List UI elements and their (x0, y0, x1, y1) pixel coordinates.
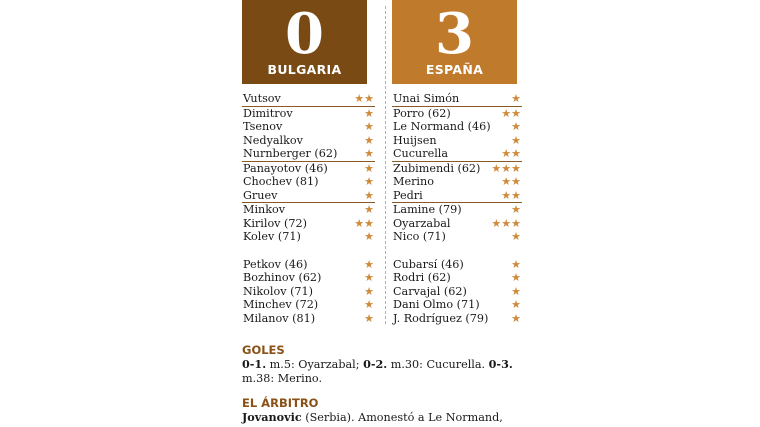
player-name: Chochev (81) (243, 175, 319, 188)
rating-stars-icon: ★★ (354, 216, 374, 230)
player-name: Lamine (79) (393, 203, 462, 216)
player-name: Kolev (71) (243, 230, 301, 243)
home-lineup (242, 92, 375, 325)
rating-stars-icon: ★ (511, 257, 521, 271)
sub-row (392, 258, 522, 272)
player-name: Zubimendi (62) (393, 161, 481, 175)
rating-stars-icon: ★ (364, 257, 374, 271)
goal-detail: m.5: Oyarzabal; (266, 358, 364, 371)
player-name: Porro (62) (393, 106, 451, 120)
rating-stars-icon: ★ (511, 92, 521, 105)
sub-name: J. Rodríguez (79) (393, 311, 489, 325)
rating-stars-icon: ★ (364, 188, 374, 202)
player-row (242, 230, 375, 244)
match-card (242, 0, 522, 427)
rating-stars-icon: ★ (364, 133, 374, 147)
goals-text (242, 357, 522, 386)
rating-stars-icon: ★ (364, 161, 374, 175)
rating-stars-icon: ★ (511, 271, 521, 284)
player-name: Merino (393, 175, 434, 188)
sub-row (242, 285, 375, 299)
player-row (392, 107, 522, 121)
player-row (392, 134, 522, 148)
sub-row (392, 312, 522, 326)
player-row (392, 175, 522, 189)
player-name: Huijsen (393, 133, 437, 147)
sub-name: Minchev (72) (243, 298, 319, 311)
rating-stars-icon: ★ (364, 147, 374, 160)
goal-detail: m.30: Cucurella. (387, 358, 489, 371)
rating-stars-icon: ★ (364, 203, 374, 216)
player-row (392, 162, 522, 176)
referee-text (242, 410, 522, 425)
sub-row (242, 312, 375, 326)
player-row (242, 147, 375, 162)
rating-stars-icon: ★ (511, 311, 521, 325)
rating-stars-icon: ★★★ (491, 161, 521, 175)
player-row (392, 147, 522, 162)
player-name: Unai Simón (393, 92, 460, 105)
away-team-name: ESPAÑA (425, 62, 484, 77)
player-name: Panayotov (46) (243, 161, 328, 175)
sub-name: Milanov (81) (243, 311, 316, 325)
player-name: Gruev (243, 188, 278, 202)
subs-gap (242, 244, 375, 258)
player-row (392, 217, 522, 231)
sub-row (242, 298, 375, 312)
away-score-box (392, 0, 517, 84)
sub-row (242, 271, 375, 285)
rating-stars-icon: ★ (364, 175, 374, 188)
rating-stars-icon: ★★ (501, 188, 521, 202)
player-row (242, 134, 375, 148)
player-name: Pedri (393, 188, 423, 202)
sub-row (242, 258, 375, 272)
rating-stars-icon: ★ (364, 106, 374, 120)
referee-section (242, 396, 522, 425)
referee-detail: (Serbia). Amonestó a Le Normand, (301, 411, 503, 424)
sub-row (392, 271, 522, 285)
sub-name: Nikolov (71) (243, 284, 314, 298)
rating-stars-icon: ★★★ (491, 216, 521, 230)
home-score-box (242, 0, 367, 84)
rating-stars-icon: ★ (364, 284, 374, 298)
rating-stars-icon: ★ (364, 120, 374, 133)
sub-name: Cubarsí (46) (393, 257, 464, 271)
subs-gap (392, 244, 522, 258)
goal-score: 0-2. (363, 357, 388, 371)
player-row (392, 189, 522, 204)
column-divider (385, 6, 386, 324)
sub-row (392, 298, 522, 312)
player-name: Nurnberger (62) (243, 147, 338, 160)
rating-stars-icon: ★★ (501, 175, 521, 188)
home-team-name: BULGARIA (267, 62, 342, 77)
rating-stars-icon: ★ (511, 133, 521, 147)
rating-stars-icon: ★ (364, 298, 374, 311)
rating-stars-icon: ★★ (354, 92, 374, 105)
player-name: Cucurella (393, 147, 449, 160)
sub-name: Bozhinov (62) (243, 271, 322, 284)
player-row (392, 203, 522, 217)
rating-stars-icon: ★ (511, 230, 521, 243)
rating-stars-icon: ★ (511, 284, 521, 298)
sub-name: Rodri (62) (393, 271, 451, 284)
player-name: Minkov (243, 203, 286, 216)
player-name: Nedyalkov (243, 133, 303, 147)
player-name: Kirilov (72) (243, 216, 308, 230)
rating-stars-icon: ★ (511, 120, 521, 133)
player-name: Nico (71) (393, 230, 446, 243)
rating-stars-icon: ★★ (501, 147, 521, 160)
sub-name: Petkov (46) (243, 257, 308, 271)
player-row (242, 189, 375, 204)
player-name: Tsenov (243, 120, 283, 133)
player-row (242, 162, 375, 176)
sub-name: Carvajal (62) (393, 284, 467, 298)
goals-section (242, 343, 522, 386)
away-score: 3 (435, 1, 474, 67)
goal-score: 0-3. (488, 357, 513, 371)
sub-name: Dani Olmo (71) (393, 298, 480, 311)
goals-title: GOLES (242, 343, 285, 357)
rating-stars-icon: ★ (511, 203, 521, 216)
player-row (392, 120, 522, 134)
player-row (242, 107, 375, 121)
home-score: 0 (285, 1, 324, 67)
referee-name: Jovanovic (242, 410, 302, 424)
player-row (242, 120, 375, 134)
player-name: Oyarzabal (393, 216, 451, 230)
player-row (242, 175, 375, 189)
player-name: Le Normand (46) (393, 120, 491, 133)
rating-stars-icon: ★ (511, 298, 521, 311)
rating-stars-icon: ★ (364, 271, 374, 284)
goal-detail: m.38: Merino. (242, 372, 323, 385)
rating-stars-icon: ★★ (501, 106, 521, 120)
player-name: Vutsov (243, 92, 281, 105)
player-name: Dimitrov (243, 106, 293, 120)
player-row (392, 230, 522, 244)
player-row (392, 92, 522, 107)
referee-title: EL ÁRBITRO (242, 396, 319, 410)
player-row (242, 203, 375, 217)
sub-row (392, 285, 522, 299)
player-row (242, 217, 375, 231)
goal-score: 0-1. (242, 357, 267, 371)
rating-stars-icon: ★ (364, 230, 374, 243)
away-lineup (392, 92, 522, 325)
rating-stars-icon: ★ (364, 311, 374, 325)
player-row (242, 92, 375, 107)
